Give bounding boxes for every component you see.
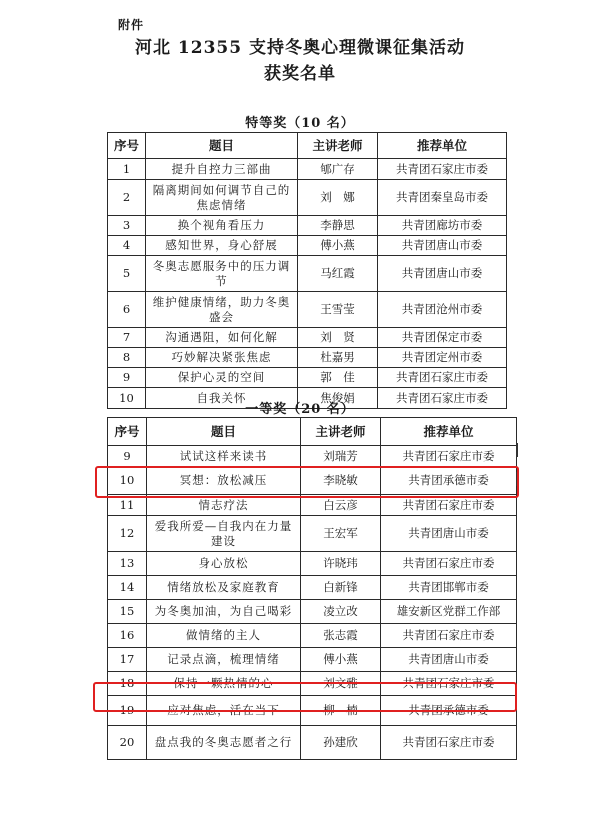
table-row [108,467,517,495]
table-row [108,236,507,256]
cell-topic: 沟通遇阻，如何化解 [146,328,298,348]
cell-unit: 共青团定州市委 [378,348,507,368]
cell-teacher: 刘 娜 [298,180,378,216]
cell-unit: 共青团保定市委 [378,328,507,348]
cell-teacher: 李晓敏 [301,467,381,495]
cell-teacher: 凌立改 [301,600,381,624]
table-row [108,726,517,760]
cell-topic: 冥想：放松减压 [147,467,301,495]
cell-topic: 隔离期间如何调节自己的焦虑情绪 [146,180,298,216]
cell-teacher: 傅小燕 [298,236,378,256]
table-header-row [108,133,507,159]
cell-no: 3 [108,216,146,236]
table-row [108,576,517,600]
cell-no: 19 [108,696,147,726]
cell-unit: 雄安新区党群工作部 [381,600,517,624]
cell-topic: 为冬奥加油，为自己喝彩 [147,600,301,624]
table-row [108,516,517,552]
cell-topic: 情志疗法 [147,495,301,516]
column-header-no: 序号 [108,133,146,159]
special-prize-table [107,132,507,409]
table-row [108,672,517,696]
cell-teacher: 孙建欣 [301,726,381,760]
cell-no: 10 [108,388,146,409]
special-prize-rows [108,159,507,409]
cell-unit: 共青团承德市委 [381,696,517,726]
cell-topic: 保护心灵的空间 [146,368,298,388]
cell-topic: 记录点滴，梳理情绪 [147,648,301,672]
column-header-unit: 推荐单位 [381,418,517,446]
table-row [108,648,517,672]
table-row [108,348,507,368]
cell-unit: 共青团唐山市委 [381,648,517,672]
cell-teacher: 郇广存 [298,159,378,180]
cell-topic: 换个视角看压力 [146,216,298,236]
table-row [108,495,517,516]
cell-unit: 共青团石家庄市委 [378,388,507,409]
table-row [108,600,517,624]
cell-topic: 维护健康情绪，助力冬奥盛会 [146,292,298,328]
cell-topic: 爱我所爱—自我内在力量建设 [147,516,301,552]
cell-no: 13 [108,552,147,576]
cell-no: 10 [108,467,147,495]
cell-teacher: 柳 楠 [301,696,381,726]
cell-unit: 共青团石家庄市委 [381,495,517,516]
scan-crop-mark [516,443,518,457]
cell-no: 4 [108,236,146,256]
cell-unit: 共青团石家庄市委 [381,446,517,467]
table-row [108,446,517,467]
cell-teacher: 张志霞 [301,624,381,648]
table-row [108,328,507,348]
cell-topic: 冬奥志愿服务中的压力调节 [146,256,298,292]
cell-topic: 试试这样来读书 [147,446,301,467]
cell-unit: 共青团唐山市委 [381,516,517,552]
column-header-unit: 推荐单位 [378,133,507,159]
cell-teacher: 刘瑞芳 [301,446,381,467]
cell-teacher: 李静思 [298,216,378,236]
table-row [108,552,517,576]
cell-no: 9 [108,368,146,388]
first-prize-rows [108,446,517,760]
document-title: 河北 12355 支持冬奥心理微课征集活动 [135,38,465,58]
cell-topic: 自我关怀 [146,388,298,409]
cell-teacher: 王宏军 [301,516,381,552]
cell-no: 16 [108,624,147,648]
cell-teacher: 杜嘉男 [298,348,378,368]
cell-unit: 共青团廊坊市委 [378,216,507,236]
cell-teacher: 傅小燕 [301,648,381,672]
column-header-no: 序号 [108,418,147,446]
cell-unit: 共青团石家庄市委 [381,672,517,696]
table-row [108,256,507,292]
column-header-topic: 题目 [146,133,298,159]
cell-no: 12 [108,516,147,552]
table-row [108,368,507,388]
cell-no: 11 [108,495,147,516]
cell-topic: 做情绪的主人 [147,624,301,648]
cell-unit: 共青团石家庄市委 [381,552,517,576]
cell-no: 2 [108,180,146,216]
cell-teacher: 王雪莹 [298,292,378,328]
first-prize-heading: 一等奖（20 名） [245,402,355,417]
cell-no: 18 [108,672,147,696]
cell-unit: 共青团石家庄市委 [381,624,517,648]
special-prize-heading: 特等奖（10 名） [245,116,355,131]
cell-topic: 提升自控力三部曲 [146,159,298,180]
cell-topic: 巧妙解决紧张焦虑 [146,348,298,368]
cell-no: 17 [108,648,147,672]
cell-no: 8 [108,348,146,368]
cell-topic: 盘点我的冬奥志愿者之行 [147,726,301,760]
cell-unit: 共青团秦皇岛市委 [378,180,507,216]
cell-topic: 身心放松 [147,552,301,576]
cell-no: 9 [108,446,147,467]
cell-no: 1 [108,159,146,180]
cell-no: 15 [108,600,147,624]
scan-crop-mark [516,472,518,486]
cell-no: 5 [108,256,146,292]
cell-teacher: 刘文雅 [301,672,381,696]
column-header-teacher: 主讲老师 [301,418,381,446]
table-row [108,216,507,236]
cell-unit: 共青团沧州市委 [378,292,507,328]
table-row [108,159,507,180]
cell-no: 14 [108,576,147,600]
cell-unit: 共青团石家庄市委 [378,368,507,388]
cell-teacher: 许晓玮 [301,552,381,576]
cell-unit: 共青团石家庄市委 [381,726,517,760]
cell-teacher: 焦俊娟 [298,388,378,409]
table-row [108,624,517,648]
cell-unit: 共青团唐山市委 [378,236,507,256]
cell-teacher: 马红霞 [298,256,378,292]
cell-topic: 保持一颗热情的心 [147,672,301,696]
cell-unit: 共青团石家庄市委 [378,159,507,180]
column-header-topic: 题目 [147,418,301,446]
cell-unit: 共青团邯郸市委 [381,576,517,600]
table-row [108,292,507,328]
table-row [108,696,517,726]
column-header-teacher: 主讲老师 [298,133,378,159]
document-subtitle: 获奖名单 [264,64,336,84]
first-prize-table [107,417,517,760]
cell-topic: 情绪放松及家庭教育 [147,576,301,600]
cell-teacher: 刘 贤 [298,328,378,348]
cell-teacher: 郭 佳 [298,368,378,388]
cell-no: 7 [108,328,146,348]
cell-unit: 共青团承德市委 [381,467,517,495]
cell-teacher: 白云彦 [301,495,381,516]
table-row [108,180,507,216]
cell-no: 20 [108,726,147,760]
table-header-row [108,418,517,446]
cell-unit: 共青团唐山市委 [378,256,507,292]
cell-topic: 感知世界，身心舒展 [146,236,298,256]
cell-topic: 应对焦虑，活在当下 [147,696,301,726]
cell-teacher: 白新锋 [301,576,381,600]
attachment-label: 附件 [118,18,145,32]
cell-no: 6 [108,292,146,328]
